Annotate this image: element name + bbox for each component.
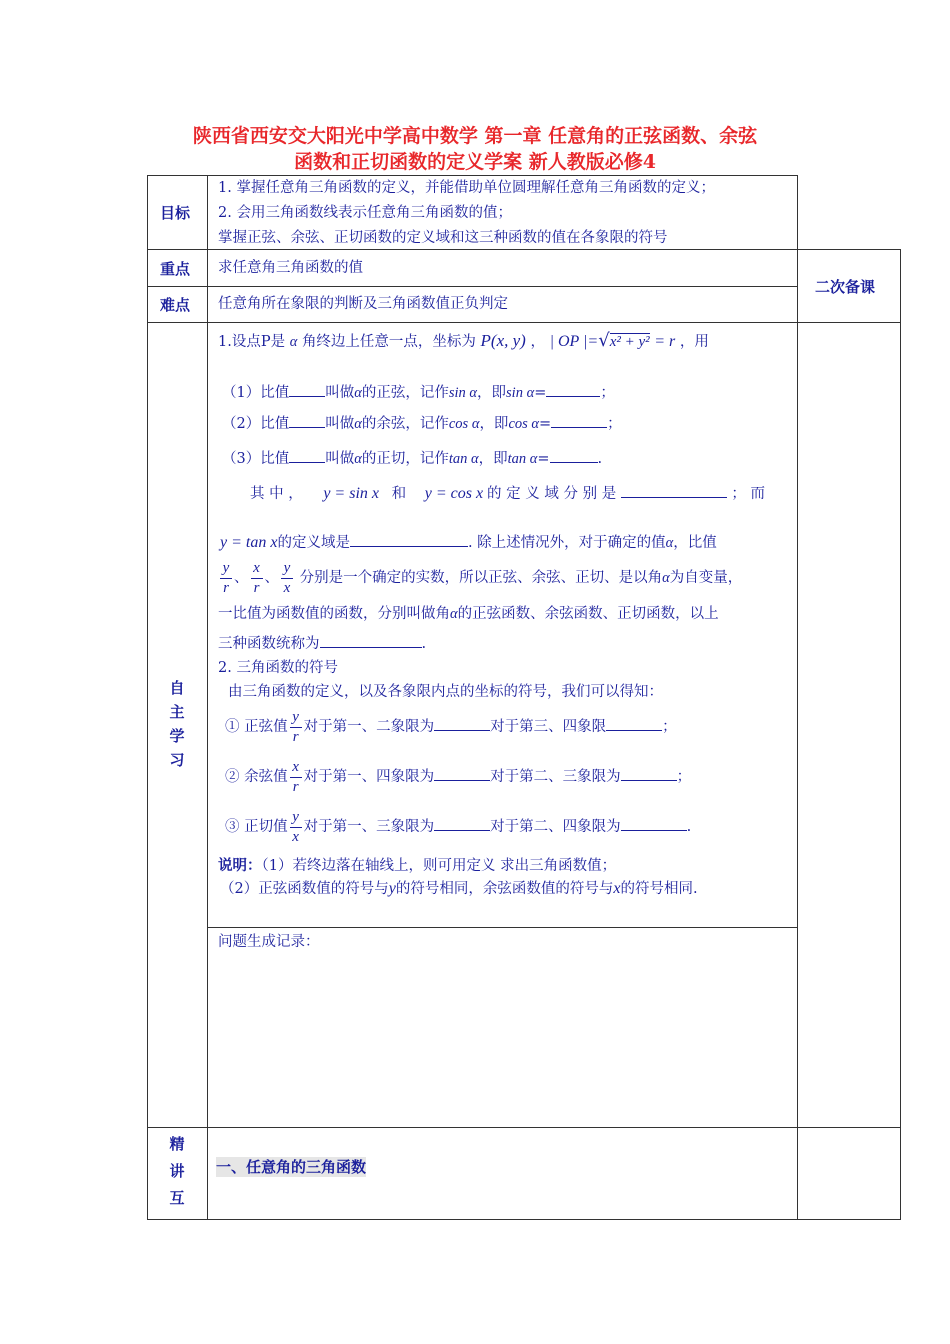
denominator: x — [283, 579, 291, 596]
blank[interactable] — [434, 766, 490, 781]
numerator: y — [292, 808, 299, 825]
text: . — [686, 819, 692, 835]
table-row-divider — [147, 322, 901, 323]
key-label: 重点 — [160, 260, 191, 278]
alpha-symbol: α — [665, 535, 674, 551]
blank[interactable] — [546, 382, 600, 397]
table-row-divider — [147, 249, 901, 250]
fraction-x-over-r — [251, 559, 263, 598]
goal-item-2: 2. 会用三角函数线表示任意角三角函数的值； — [218, 205, 512, 221]
table-border-top — [147, 175, 798, 176]
text: 对于第一、四象限为 — [303, 769, 435, 785]
blank[interactable] — [621, 766, 677, 781]
text: ； — [600, 385, 615, 401]
text: . 除上述情况外，对于确定的值 — [467, 535, 666, 551]
title-line-2: 函数和正切函数的定义学案 新人教版必修4 — [294, 151, 656, 173]
ratios-line — [218, 558, 742, 598]
fraction-y-over-x — [281, 559, 293, 598]
text: 的余弦，记作 — [361, 416, 449, 432]
fraction-x-over-r — [290, 758, 302, 797]
text: ① 正弦值 — [225, 719, 288, 735]
table-border-left — [147, 175, 148, 1220]
difficult-label: 难点 — [160, 296, 191, 314]
note-1 — [218, 856, 616, 876]
blank[interactable] — [434, 716, 490, 731]
text: ，即 — [479, 416, 509, 432]
domain-line — [250, 483, 765, 504]
table-border-right — [900, 249, 901, 1220]
blank[interactable] — [606, 716, 662, 731]
alpha-symbol: α — [289, 334, 298, 350]
text: 其 中 ， — [250, 486, 303, 502]
separator: 、 — [264, 570, 279, 586]
cos-alpha: cos α — [508, 416, 540, 432]
question-tangent — [222, 448, 602, 469]
blank[interactable] — [289, 382, 325, 397]
label-char: 学 — [169, 727, 185, 745]
alpha-symbol: α — [662, 570, 670, 586]
text: 的符号相同. — [620, 881, 698, 897]
numerator: x — [253, 559, 260, 576]
separator: 、 — [234, 570, 249, 586]
text: = — [537, 451, 550, 467]
blank[interactable] — [621, 816, 687, 831]
text: 的正弦，记作 — [361, 385, 449, 401]
fraction-y-over-x — [290, 808, 302, 847]
text: ，即 — [478, 451, 508, 467]
section-2-heading: 2. 三角函数的符号 — [218, 660, 338, 676]
blank[interactable] — [289, 413, 325, 428]
text: ， — [530, 334, 545, 350]
text: 的正切，记作 — [361, 451, 449, 467]
section-2-intro: 由三角函数的定义，以及各象限内点的坐标的符号，我们可以得知： — [228, 684, 663, 700]
sin-alpha: sin α — [506, 385, 535, 401]
tan-alpha: tan α — [448, 451, 479, 467]
cos-alpha: cos α — [448, 416, 480, 432]
text: 三种函数统称为 — [218, 636, 320, 652]
label-char: 精 — [169, 1135, 185, 1153]
blank[interactable] — [550, 448, 598, 463]
table-side-divider — [797, 175, 798, 1220]
tan-alpha: tan α — [507, 451, 538, 467]
alpha-symbol: α — [354, 451, 362, 467]
text: （1）若终边落在轴线上，则可用定义 求出三角函数值； — [261, 858, 617, 874]
blank[interactable] — [350, 532, 468, 547]
side-label: 二次备课 — [815, 278, 876, 296]
denominator: r — [253, 579, 260, 596]
numerator: y — [222, 559, 230, 576]
text: ； — [607, 416, 622, 432]
numerator: x — [292, 758, 299, 775]
label-char: 互 — [169, 1189, 185, 1207]
text: 的符号相同，余弦函数值的符号与 — [395, 881, 614, 897]
point-P: P(x, y) — [480, 331, 526, 350]
text: ② 余弦值 — [225, 769, 288, 785]
y-symbol: y — [388, 880, 396, 897]
text: 的正弦函数、余弦函数、正切函数，以上 — [457, 606, 719, 622]
blank[interactable] — [621, 483, 727, 498]
text: 为自变量， — [669, 570, 743, 586]
text: = — [534, 385, 547, 401]
sin-alpha: sin α — [448, 385, 478, 401]
text: ③ 正切值 — [225, 819, 288, 835]
text: 的 定 义 域 分 别 是 — [487, 486, 617, 502]
text: 对于第一、二象限为 — [303, 719, 435, 735]
text: = — [539, 416, 552, 432]
table-row-divider — [147, 286, 798, 287]
key-text: 求任意角三角函数的值 — [218, 260, 363, 276]
label-char: 讲 — [169, 1162, 185, 1180]
alpha-symbol: α — [450, 606, 458, 622]
label-char: 习 — [169, 751, 185, 769]
alpha-symbol: α — [354, 416, 362, 432]
text: 1.设点P是 — [218, 334, 286, 350]
para-1 — [218, 331, 709, 352]
goal-item-1: 1. 掌握任意角三角函数的定义，并能借助单位圆理解任意角三角函数的定义； — [218, 180, 715, 196]
y-cos-x: y = cos x — [424, 485, 484, 502]
table-col-divider — [207, 175, 208, 1220]
y-sin-x: y = sin x — [323, 485, 379, 502]
text: 叫做 — [325, 416, 355, 432]
denominator: r — [292, 778, 299, 795]
equals-r: = r — [654, 333, 676, 350]
sqrt-sign: √ — [598, 330, 610, 351]
blank[interactable] — [551, 413, 607, 428]
title-line-1: 陕西省西安交大阳光中学高中数学 第一章 任意角的正弦函数、余弦 — [192, 125, 758, 147]
text: . — [421, 636, 427, 652]
self-study-label — [167, 676, 187, 772]
goal-label: 目标 — [160, 204, 191, 222]
text: （2）正弦函数值的符号与 — [220, 881, 389, 897]
blank[interactable] — [434, 816, 490, 831]
collective-name-line — [218, 633, 426, 654]
note-label: 说明： — [218, 857, 262, 874]
numerator: y — [292, 708, 299, 725]
note-2 — [220, 879, 698, 899]
text: ； — [676, 769, 692, 785]
page-title — [120, 123, 830, 175]
text: 和 — [391, 486, 407, 502]
question-sine — [222, 382, 615, 403]
sign-rule-sine — [225, 706, 677, 748]
text: . — [597, 451, 603, 467]
op-abs: | OP |= — [549, 333, 599, 350]
goal-item-3: 掌握正弦、余弦、正切函数的定义域和这三种函数的值在各象限的符号 — [218, 230, 668, 246]
text: （3）比值 — [222, 451, 290, 467]
sqrt-inner: x² + y² — [609, 334, 650, 350]
lecture-heading: 一、任意角的三角函数 — [216, 1158, 367, 1176]
text: ； 而 — [731, 486, 766, 502]
text: 对于第三、四象限 — [490, 719, 607, 735]
label-char: 自 — [169, 679, 185, 697]
table-inner-divider — [207, 927, 798, 928]
denominator: x — [292, 828, 299, 845]
fraction-y-over-r — [220, 559, 232, 598]
table-border-bottom — [147, 1219, 901, 1220]
fraction-y-over-r — [290, 708, 302, 747]
record-label: 问题生成记录： — [218, 934, 320, 950]
text: 一比值为函数值的函数，分别叫做角 — [218, 606, 450, 622]
question-cosine — [222, 413, 622, 434]
difficult-text: 任意角所在象限的判断及三角函数值正负判定 — [218, 296, 508, 312]
y-tan-x: y = tan x — [220, 534, 278, 551]
text: 叫做 — [325, 451, 355, 467]
blank[interactable] — [320, 633, 422, 648]
text: ； — [662, 719, 677, 735]
text: ，用 — [679, 334, 709, 350]
tan-domain-line — [220, 532, 717, 553]
text: （1）比值 — [222, 385, 290, 401]
label-char: 主 — [169, 703, 185, 721]
text: ，比值 — [673, 535, 717, 551]
text: （2）比值 — [222, 416, 290, 432]
numerator: y — [283, 559, 291, 576]
denominator: r — [223, 579, 229, 596]
ratio-function-line — [218, 604, 719, 624]
blank[interactable] — [289, 448, 325, 463]
denominator: r — [292, 728, 299, 745]
sign-rule-cosine — [225, 756, 691, 798]
text: 分别是一个确定的实数，所以正弦、余弦、正切、是以角 — [299, 570, 663, 586]
text: 叫做 — [325, 385, 355, 401]
text: 的定义域是 — [277, 535, 350, 551]
lecture-label — [167, 1131, 187, 1212]
table-row-divider — [147, 1127, 901, 1128]
alpha-symbol: α — [354, 385, 362, 401]
text: 对于第二、三象限为 — [490, 769, 621, 785]
sign-rule-tangent — [225, 806, 691, 848]
text: 角终边上任意一点，坐标为 — [301, 334, 476, 350]
text: ，即 — [477, 385, 507, 401]
text: 对于第二、四象限为 — [490, 819, 621, 835]
x-symbol: x — [613, 880, 621, 897]
text: 对于第一、三象限为 — [303, 819, 435, 835]
